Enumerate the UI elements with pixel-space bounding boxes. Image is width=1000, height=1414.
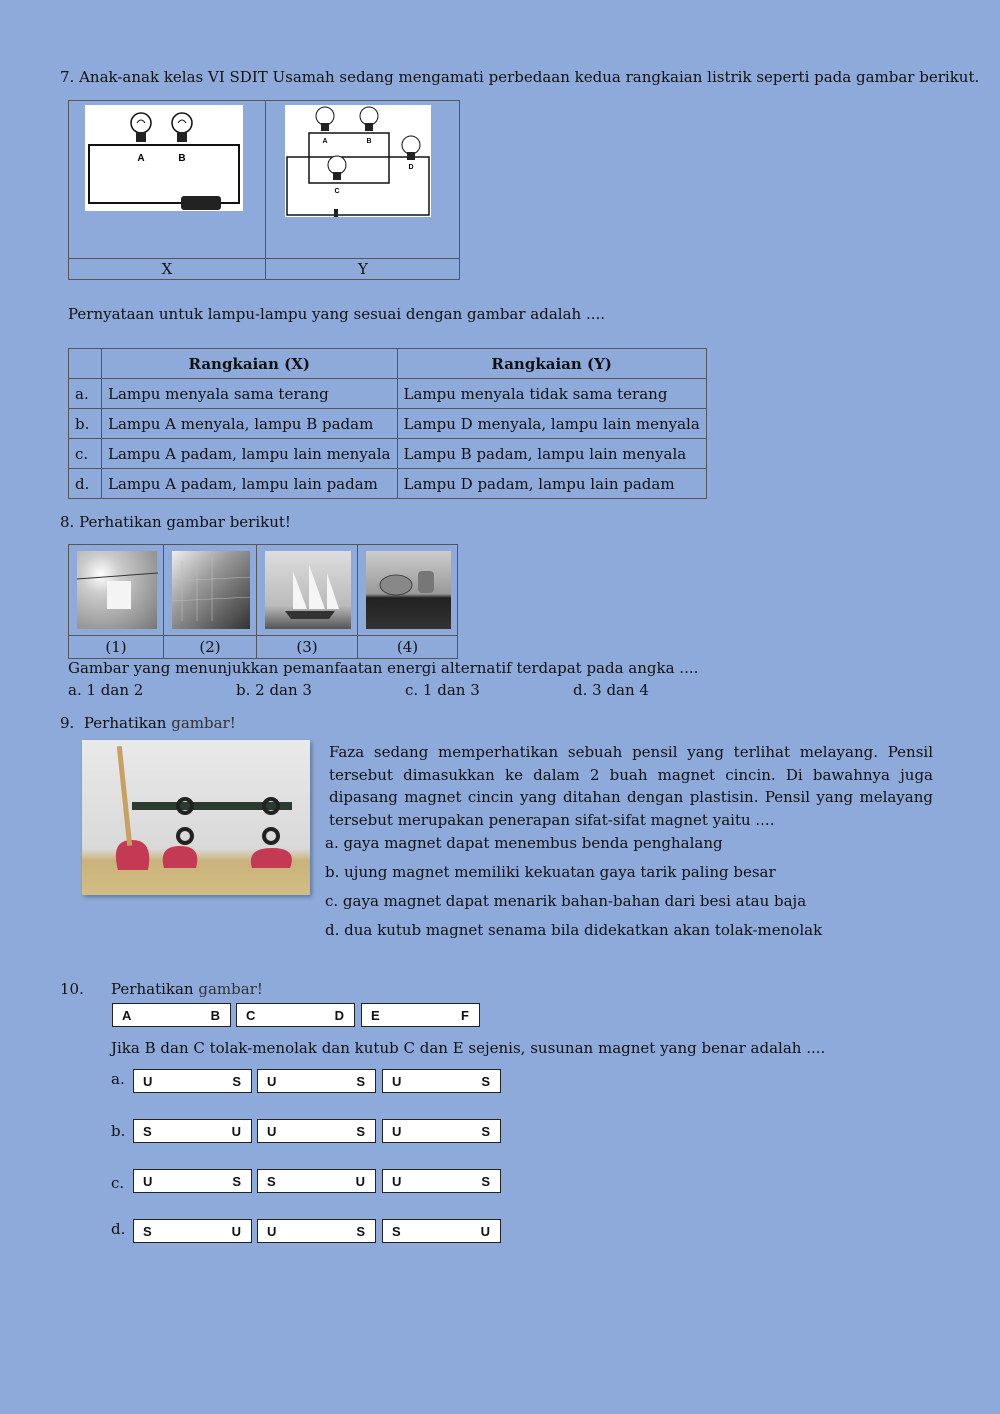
pole-label: S <box>356 1124 365 1139</box>
magnet-ab <box>112 1003 231 1027</box>
magnet <box>257 1119 376 1143</box>
q8-option-c[interactable]: c. 1 dan 3 <box>405 681 480 699</box>
magnet <box>257 1169 376 1193</box>
photo-sailing-ship <box>265 551 351 629</box>
q10-question-rest: gambar! <box>193 980 263 998</box>
pole-label: S <box>143 1224 152 1239</box>
bulb-icon <box>328 156 346 180</box>
q8-option-b[interactable]: b. 2 dan 3 <box>236 681 312 699</box>
cell-x: Lampu A menyala, lampu B padam <box>102 409 398 439</box>
pole-label: F <box>461 1008 469 1023</box>
table-header-row <box>69 349 707 379</box>
q7-question: 7. Anak-anak kelas VI SDIT Usamah sedang mengamati perbedaan kedua rangkaian listrik seperti pada gambar berikut. <box>60 68 980 86</box>
q9-option-a[interactable]: a. gaya magnet dapat menembus benda penghalang <box>325 834 723 852</box>
pole-label: S <box>267 1174 276 1189</box>
pole-label: S <box>481 1174 490 1189</box>
option-letter: a. <box>69 379 102 409</box>
cell-x: Lampu menyala sama terang <box>102 379 398 409</box>
q8-option-d[interactable]: d. 3 dan 4 <box>573 681 649 699</box>
option-label: c. <box>111 1174 125 1192</box>
q8-option-a[interactable]: a. 1 dan 2 <box>68 681 144 699</box>
option-label: d. <box>111 1220 126 1238</box>
q9-paragraph: Faza sedang memperhatikan sebuah pensil yang terlihat melayang. Pensil tersebut dimasukkan ke dalam 2 buah magnet cincin. Di bawahnya juga dipasang magnet cincin yang ditahan dengan plastisin. Pensil yang melayang tersebut merupakan penerapan sifat-sifat magnet yaitu .... <box>329 743 933 829</box>
circuit-y-diagram <box>285 105 431 217</box>
bulb-icon <box>172 113 192 142</box>
caption-1: (1) <box>69 635 163 659</box>
pole-label: S <box>481 1074 490 1089</box>
header-rangkaian-x: Rangkaian (X) <box>102 349 398 379</box>
image-cell-4 <box>358 545 457 658</box>
lamp-label-b: B <box>366 138 372 145</box>
pole-label: U <box>267 1124 277 1139</box>
option-label: b. <box>111 1122 126 1140</box>
lamp-label-a: A <box>322 138 328 145</box>
pole-label: D <box>334 1008 344 1023</box>
lamp-label-d: D <box>408 164 414 171</box>
q10-question <box>111 979 263 999</box>
pole-label: B <box>210 1008 220 1023</box>
caption-3: (3) <box>257 635 357 659</box>
image-cell-2 <box>164 545 257 658</box>
q10-question-bold: Perhatikan <box>111 980 194 998</box>
photo-floating-pencil <box>82 740 310 895</box>
magnet <box>257 1219 376 1243</box>
pole-label: U <box>267 1074 277 1089</box>
q8-prompt: Gambar yang menunjukkan pemanfaatan energi alternatif terdapat pada angka .... <box>68 659 699 677</box>
pole-label: U <box>480 1224 490 1239</box>
photo-solar-panel <box>172 551 250 629</box>
lamp-label-c: C <box>334 188 340 195</box>
q9-question <box>60 713 236 733</box>
circuit-x-label: X <box>161 260 173 278</box>
magnet-ef <box>361 1003 480 1027</box>
table-row <box>69 379 707 409</box>
q9-option-b[interactable]: b. ujung magnet memiliki kekuatan gaya tarik paling besar <box>325 863 776 881</box>
circuit-y-label: Y <box>358 260 368 278</box>
magnet <box>133 1169 252 1193</box>
pole-label: S <box>232 1174 241 1189</box>
image-cell-3 <box>257 545 358 658</box>
q10-prompt: Jika B dan C tolak-menolak dan kutub C dan E sejenis, susunan magnet yang benar adalah .... <box>111 1039 826 1057</box>
photo-electric-stove <box>366 551 451 629</box>
pole-label: S <box>392 1224 401 1239</box>
option-letter: b. <box>69 409 102 439</box>
q8-image-table <box>68 544 458 659</box>
pole-label: C <box>246 1008 256 1023</box>
cell-y: Lampu B padam, lampu lain menyala <box>397 439 706 469</box>
table-row <box>69 409 707 439</box>
magnet <box>382 1119 501 1143</box>
pole-label: U <box>392 1074 402 1089</box>
table-row <box>69 469 707 499</box>
lamp-label-b: B <box>178 153 186 164</box>
battery-icon <box>334 209 338 217</box>
magnet <box>257 1069 376 1093</box>
pole-label: U <box>392 1124 402 1139</box>
caption-4: (4) <box>358 635 457 659</box>
pole-label: U <box>231 1124 241 1139</box>
q9-question-bold: Perhatikan <box>83 714 167 732</box>
pole-label: S <box>481 1124 490 1139</box>
magnet <box>382 1219 501 1243</box>
option-label: a. <box>111 1070 125 1088</box>
pole-label: U <box>267 1224 277 1239</box>
pole-label: E <box>371 1008 380 1023</box>
circuit-figure-table <box>68 100 460 280</box>
cell-y: Lampu menyala tidak sama terang <box>397 379 706 409</box>
magnet <box>133 1069 252 1093</box>
table-row <box>69 439 707 469</box>
magnet <box>382 1069 501 1093</box>
bulb-icon <box>316 107 334 131</box>
cell-y: Lampu D menyala, lampu lain menyala <box>397 409 706 439</box>
image-cell-1 <box>69 545 164 658</box>
cell-x: Lampu A padam, lampu lain menyala <box>102 439 398 469</box>
q9-question-rest: gambar! <box>166 714 236 732</box>
pole-label: S <box>356 1074 365 1089</box>
q10-number: 10. <box>60 980 84 998</box>
magnet <box>133 1219 252 1243</box>
q8-question: 8. Perhatikan gambar berikut! <box>60 513 291 531</box>
circuit-x-diagram <box>85 105 243 211</box>
pole-label: U <box>231 1224 241 1239</box>
option-letter: d. <box>69 469 102 499</box>
pole-label: U <box>143 1174 153 1189</box>
pole-label: U <box>143 1074 153 1089</box>
cell-y: Lampu D padam, lampu lain padam <box>397 469 706 499</box>
q7-prompt: Pernyataan untuk lampu-lampu yang sesuai dengan gambar adalah .... <box>68 305 606 323</box>
q7-answer-table <box>68 348 707 499</box>
battery-icon <box>181 196 221 210</box>
photo-drying-clothes <box>77 551 157 629</box>
pole-label: S <box>356 1224 365 1239</box>
caption-2: (2) <box>164 635 256 659</box>
header-rangkaian-y: Rangkaian (Y) <box>397 349 706 379</box>
magnet <box>382 1169 501 1193</box>
q9-option-c[interactable]: c. gaya magnet dapat menarik bahan-bahan dari besi atau baja <box>325 892 807 910</box>
cell-x: Lampu A padam, lampu lain padam <box>102 469 398 499</box>
bulb-icon <box>360 107 378 131</box>
pole-label: U <box>392 1174 402 1189</box>
bulb-icon <box>131 113 151 142</box>
magnet <box>133 1119 252 1143</box>
option-letter: c. <box>69 439 102 469</box>
lamp-label-a: A <box>137 153 145 164</box>
magnet-cd <box>236 1003 355 1027</box>
pole-label: S <box>232 1074 241 1089</box>
pole-label: S <box>143 1124 152 1139</box>
pole-label: U <box>355 1174 365 1189</box>
q9-option-d[interactable]: d. dua kutub magnet senama bila didekatkan akan tolak-menolak <box>325 921 823 939</box>
q9-number: 9. <box>60 714 75 732</box>
pole-label: A <box>122 1008 132 1023</box>
